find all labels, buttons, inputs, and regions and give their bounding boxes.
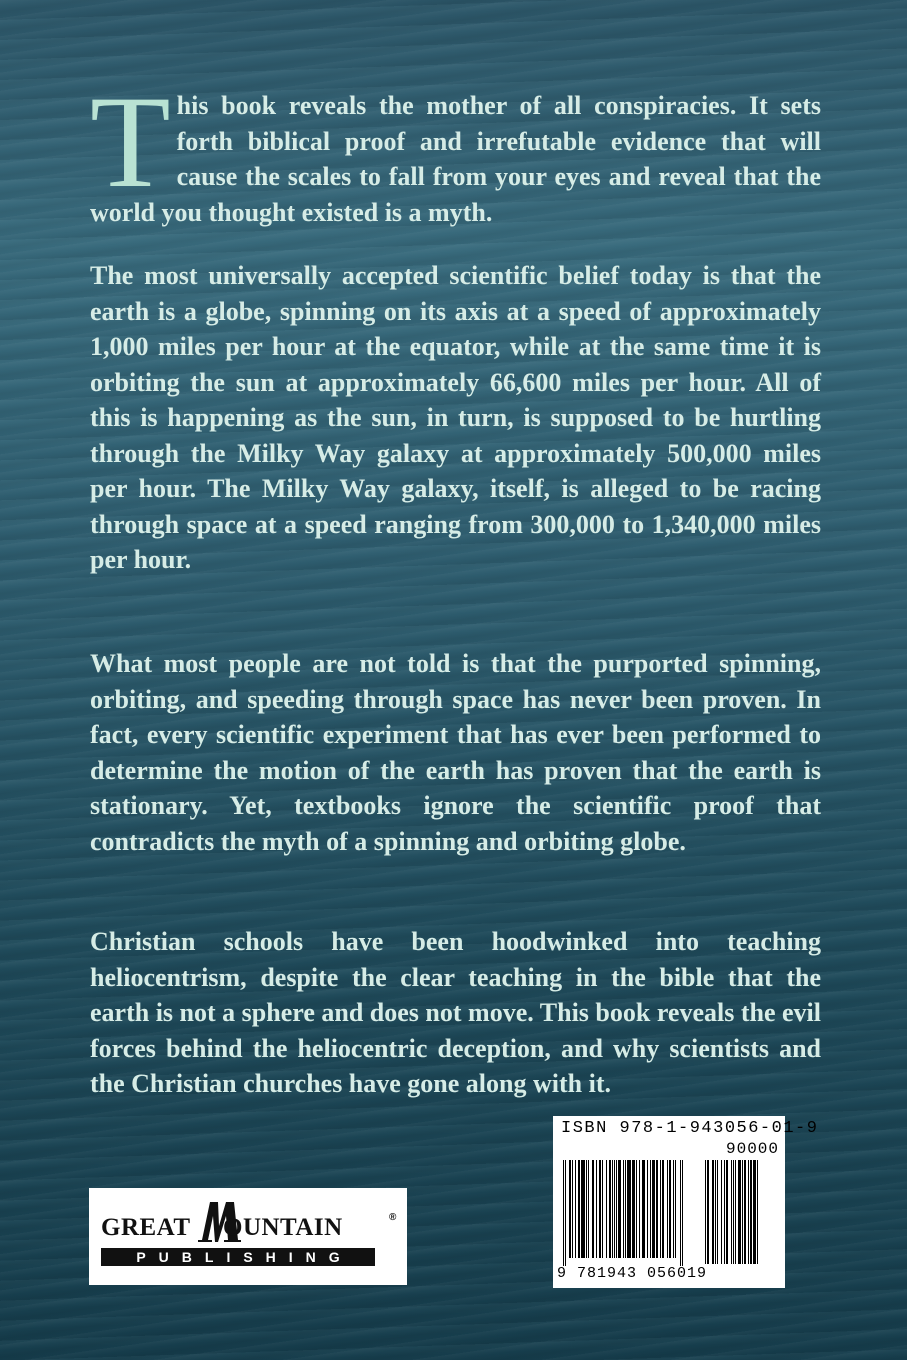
not-told-paragraph: What most people are not told is that the purported spinning, orbiting, and speeding through space has never been proven. In fact, every scientific experiment that has ever been performed to determine the motion of the earth has proven that the earth is stationary. Yet, textbooks ignore the scientific proof that contradicts the myth of a spinning and orbiting globe. — [90, 649, 821, 856]
registered-mark: ® — [389, 1212, 397, 1223]
intro-paragraph — [90, 68, 821, 230]
logo-publishing: PUBLISHING — [136, 1249, 353, 1265]
price-addon-barcode — [705, 1160, 779, 1264]
logo-word-great: GREAT — [101, 1214, 191, 1241]
christian-schools-paragraph: Christian schools have been hoodwinked into teaching heliocentrism, despite the clear teaching in the bible that the earth is not a sphere and does not move. This book reveals the evil forces behind the heliocentric deception, and why scientists and the Christian churches have gone along with it. — [90, 927, 821, 1098]
isbn-barcode-block — [553, 1116, 819, 1288]
isbn-label: ISBN 978-1-943056-01-9 — [561, 1119, 819, 1138]
scientific-belief-paragraph: The most universally accepted scientific belief today is that the earth is a globe, spinning on its axis at a speed of approximately 1,000 miles per hour at the equator, while at the same time it is orbiting the sun at approximately 66,600 miles per hour. All of this is happening as the sun, in turn, is supposed to be hurtling through the Milky Way galaxy at approximately 500,000 miles per hour. The Milky Way galaxy, itself, is alleged to be racing through space at a speed ranging from 300,000 to 1,340,000 miles per hour. — [90, 261, 821, 574]
drop-cap: T — [90, 68, 171, 215]
ean-digits: 9 781943 056019 — [557, 1265, 708, 1282]
publisher-logo — [89, 1188, 407, 1285]
publisher-logo-wordmark — [101, 1202, 396, 1246]
intro-paragraph-text: his book reveals the mother of all conspiracies. It sets forth biblical proof and irrefutable evidence that will cause the scales to fall from your eyes and reveal that the world you thought existed is a myth. — [90, 91, 821, 227]
price-code: 90000 — [725, 1140, 779, 1158]
logo-word-mountain: OUNTAIN — [223, 1214, 343, 1241]
ean-barcode — [563, 1160, 696, 1266]
